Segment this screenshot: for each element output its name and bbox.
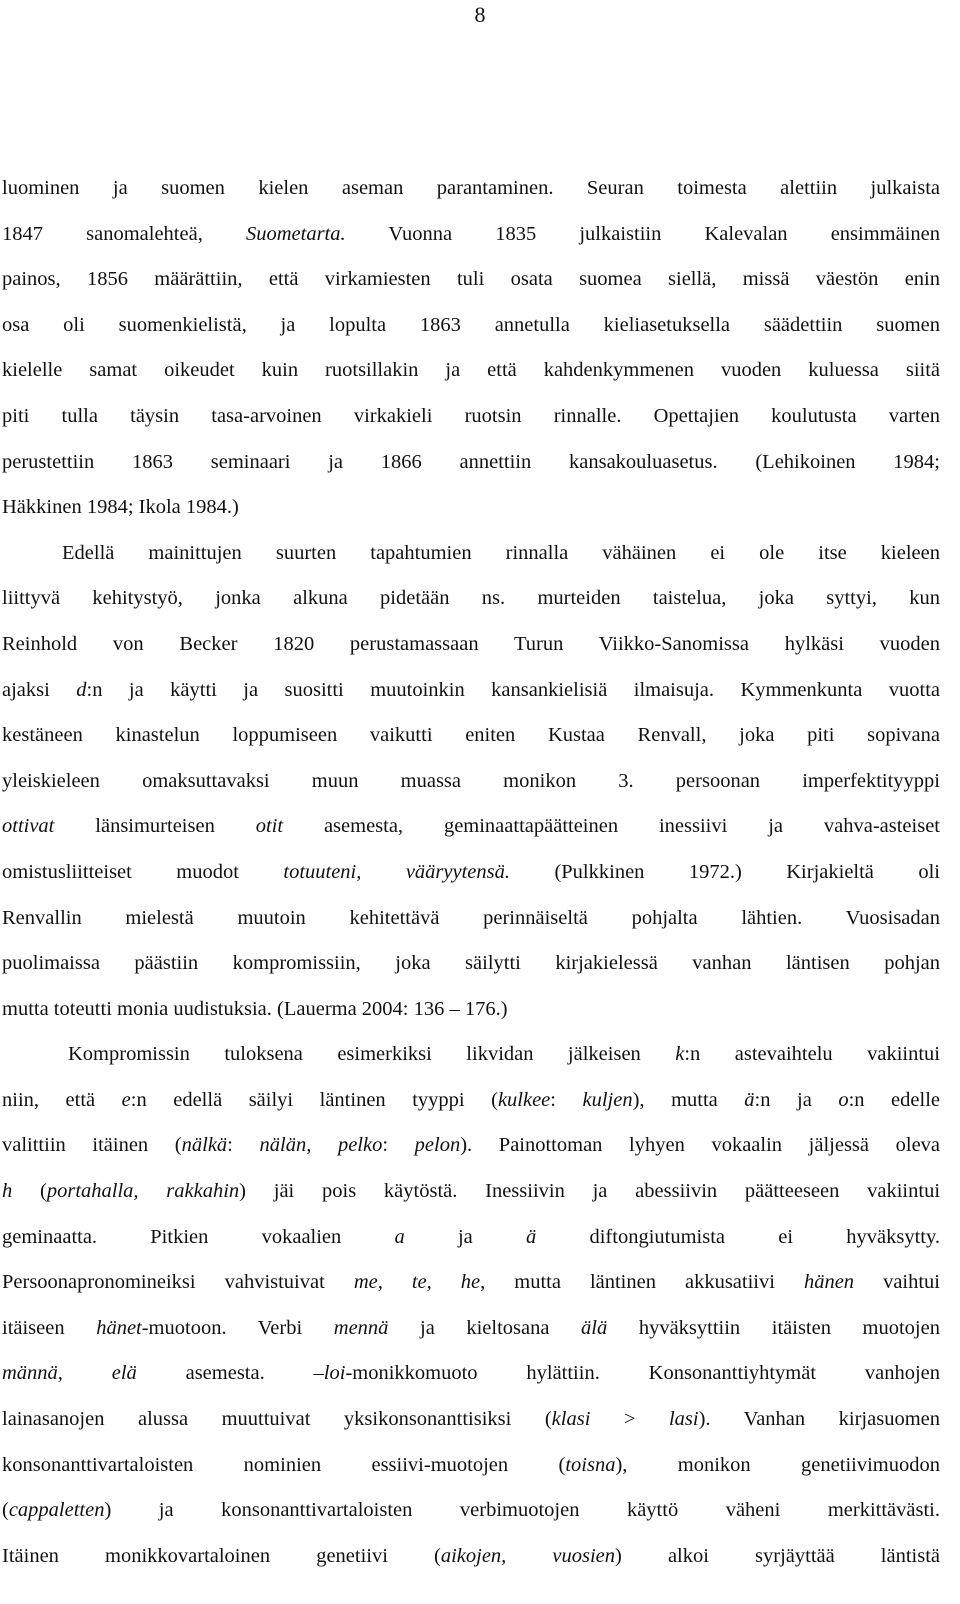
text-segment: konsonanttivartaloisten nominien essiivi-muotojen ( — [2, 1453, 566, 1476]
italic-text: älä — [581, 1316, 608, 1339]
text-line — [2, 622, 940, 668]
text-line — [2, 1260, 940, 1306]
text-line — [2, 1169, 940, 1215]
italic-text: pelon — [414, 1134, 461, 1157]
text-segment: asemesta, geminaattapäätteinen inessiivi ja vahva-asteiset — [283, 815, 940, 838]
text-segment: hyväksyttiin itäisten muotojen — [607, 1316, 940, 1339]
text-segment: ( — [12, 1180, 47, 1203]
italic-text: hänen — [803, 1271, 855, 1294]
text-line — [2, 804, 940, 850]
italic-text: aikojen, vuosien — [440, 1544, 616, 1567]
text-segment: (Pulkkinen 1972.) Kirjakieltä oli — [510, 860, 940, 883]
italic-text: portahalla, rakkahin — [46, 1180, 240, 1203]
text-segment: puolimaissa päästiin kompromissiin, joka säilytti kirjakielessä vanhan läntisen pohjan — [2, 952, 940, 975]
text-segment: piti tulla täysin tasa-arvoinen virkakieli ruotsin rinnalle. Opettajien koulutusta varten — [2, 404, 940, 427]
italic-text: totuuteni, vääryytensä. — [283, 860, 510, 883]
italic-text: e — [121, 1088, 131, 1111]
italic-text: Suometarta. — [245, 222, 346, 245]
text-segment: ajaksi — [2, 678, 77, 701]
text-segment: : — [382, 1134, 415, 1157]
italic-text: d — [76, 678, 87, 701]
text-line — [2, 394, 940, 440]
italic-text: ottivat — [2, 815, 55, 838]
text-segment: kielelle samat oikeudet kuin ruotsillakin ja että kahdenkymmenen vuoden kuluessa siitä — [2, 359, 940, 382]
text-line — [2, 1397, 940, 1443]
italic-text: ä — [744, 1088, 755, 1111]
text-segment: Persoonapronomineiksi vahvistuivat — [2, 1271, 354, 1294]
text-segment: itäiseen — [2, 1316, 97, 1339]
italic-text: nälkä — [181, 1134, 228, 1157]
text-line — [2, 257, 940, 303]
text-segment: -muotoon. Verbi — [141, 1316, 334, 1339]
text-line — [2, 1123, 940, 1169]
text-segment: ). Painottoman lyhyen vokaalin jäljessä oleva — [460, 1134, 941, 1157]
italic-text: nälän, pelko — [259, 1134, 383, 1157]
text-segment: : — [227, 1134, 260, 1157]
italic-text: a — [394, 1225, 405, 1248]
italic-text: toisna — [565, 1453, 616, 1476]
text-segment: :n ja — [754, 1088, 839, 1111]
text-segment: ) ja konsonanttivartaloisten verbimuotojen käyttö väheni merkittävästi. — [104, 1499, 940, 1522]
italic-text: ä — [526, 1225, 537, 1248]
italic-text: loi — [323, 1362, 346, 1385]
text-segment: mutta toteutti monia uudistuksia. (Lauerma 2004: 136 – 176.) — [2, 997, 508, 1020]
text-segment: valittiin itäinen ( — [2, 1134, 182, 1157]
text-line — [2, 987, 940, 1033]
text-line — [2, 1215, 940, 1261]
italic-text: h — [2, 1180, 13, 1203]
text-segment: painos, 1856 määrättiin, että virkamiesten tuli osata suomea siellä, missä väestön enin — [2, 268, 940, 291]
text-line — [2, 531, 940, 577]
text-segment: ) alkoi syrjäyttää läntistä — [615, 1544, 941, 1567]
text-segment: yleiskieleen omaksuttavaksi muun muassa monikon 3. persoonan imperfektityyppi — [2, 769, 940, 792]
text-segment: omistusliitteiset muodot — [2, 860, 284, 883]
text-line — [2, 485, 940, 531]
text-segment: 1847 sanomalehteä, — [2, 222, 246, 245]
italic-text: lasi — [668, 1408, 699, 1431]
text-line — [2, 896, 940, 942]
text-segment: ), mutta — [632, 1088, 745, 1111]
text-line — [2, 576, 940, 622]
text-line — [2, 1534, 940, 1580]
italic-text: o — [838, 1088, 849, 1111]
italic-text: männä, elä — [2, 1362, 137, 1385]
italic-text: me, te, he — [353, 1271, 481, 1294]
text-segment: perustettiin 1863 seminaari ja 1866 annettiin kansakouluasetus. (Lehikoinen 1984; — [2, 450, 940, 473]
text-segment: ja — [404, 1225, 527, 1248]
italic-text: cappaletten — [8, 1499, 105, 1522]
text-line — [2, 1351, 940, 1397]
text-line — [2, 1443, 940, 1489]
text-segment: Häkkinen 1984; Ikola 1984.) — [2, 496, 239, 519]
italic-text: kulkee — [497, 1088, 551, 1111]
italic-text: hänet — [96, 1316, 142, 1339]
italic-text: klasi — [551, 1408, 591, 1431]
italic-text: k — [675, 1043, 685, 1066]
text-segment: kestäneen kinastelun loppumiseen vaikutti eniten Kustaa Renvall, joka piti sopivana — [2, 724, 940, 747]
text-segment: -monikkomuoto hylättiin. Konsonanttiyhtymät vanhojen — [345, 1362, 940, 1385]
text-line — [2, 850, 940, 896]
text-segment: asemesta. – — [136, 1362, 324, 1385]
text-segment: :n astevaihtelu vakiintui — [684, 1043, 940, 1066]
text-segment: diftongiutumista ei hyväksytty. — [536, 1225, 941, 1248]
text-segment: länsimurteisen — [54, 815, 256, 838]
text-segment: niin, että — [2, 1088, 122, 1111]
text-line — [2, 212, 940, 258]
text-segment: Reinhold von Becker 1820 perustamassaan Turun Viikko-Sanomissa hylkäsi vuoden — [2, 632, 940, 655]
text-segment: ). Vanhan kirjasuomen — [698, 1408, 941, 1431]
text-line — [2, 941, 940, 987]
italic-text: kuljen — [582, 1088, 633, 1111]
text-line — [2, 1488, 940, 1534]
page-number: 8 — [474, 2, 486, 27]
text-segment: luominen ja suomen kielen aseman parantaminen. Seuran toimesta alettiin julkaista — [2, 177, 940, 199]
text-segment: Vuonna 1835 julkaistiin Kalevalan ensimmäinen — [345, 222, 941, 245]
text-line — [2, 1306, 940, 1352]
text-line — [2, 303, 940, 349]
text-segment: Edellä mainittujen suurten tapahtumien rinnalla vähäinen ei ole itse kieleen — [62, 541, 940, 564]
text-segment: ) jäi pois käytöstä. Inessiivin ja abessiivin päätteeseen vakiintui — [239, 1180, 941, 1203]
text-segment: > — [590, 1408, 669, 1431]
text-segment: Renvallin mielestä muutoin kehitettävä perinnäiseltä pohjalta lähtien. Vuosisadan — [2, 906, 940, 929]
text-line — [2, 1032, 940, 1078]
text-segment: liittyvä kehitystyö, jonka alkuna pidetään ns. murteiden taistelua, joka syttyi, kun — [2, 587, 940, 610]
italic-text: mennä — [333, 1316, 389, 1339]
text-segment: vaihtui — [854, 1271, 941, 1294]
text-segment: :n edellä säilyi läntinen tyyppi ( — [130, 1088, 498, 1111]
text-segment: ), monikon genetiivimuodon — [615, 1453, 940, 1476]
text-segment: Itäinen monikkovartaloinen genetiivi ( — [2, 1544, 441, 1567]
italic-text: otit — [255, 815, 284, 838]
text-segment: : — [550, 1088, 583, 1111]
text-segment: :n edelle — [848, 1088, 940, 1111]
text-segment: :n ja käytti ja suositti muutoinkin kansankielisiä ilmaisuja. Kymmenkunta vuotta — [86, 678, 940, 701]
text-line — [2, 348, 940, 394]
text-segment: lainasanojen alussa muuttuivat yksikonsonanttisiksi ( — [2, 1408, 552, 1431]
text-segment: geminaatta. Pitkien vokaalien — [2, 1225, 395, 1248]
text-line — [2, 759, 940, 805]
text-line — [2, 166, 940, 212]
text-segment: , mutta läntinen akkusatiivi — [480, 1271, 804, 1294]
text-line — [2, 440, 940, 486]
text-segment: osa oli suomenkielistä, ja lopulta 1863 annetulla kieliasetuksella säädettiin suomen — [2, 313, 940, 336]
text-segment: ( — [2, 1499, 9, 1522]
text-line — [2, 713, 940, 759]
text-line — [2, 668, 940, 714]
text-segment: Kompromissin tuloksena esimerkiksi likvidan jälkeisen — [68, 1043, 676, 1066]
body-text — [2, 166, 940, 1579]
text-segment: ja kieltosana — [388, 1316, 582, 1339]
text-line — [2, 1078, 940, 1124]
